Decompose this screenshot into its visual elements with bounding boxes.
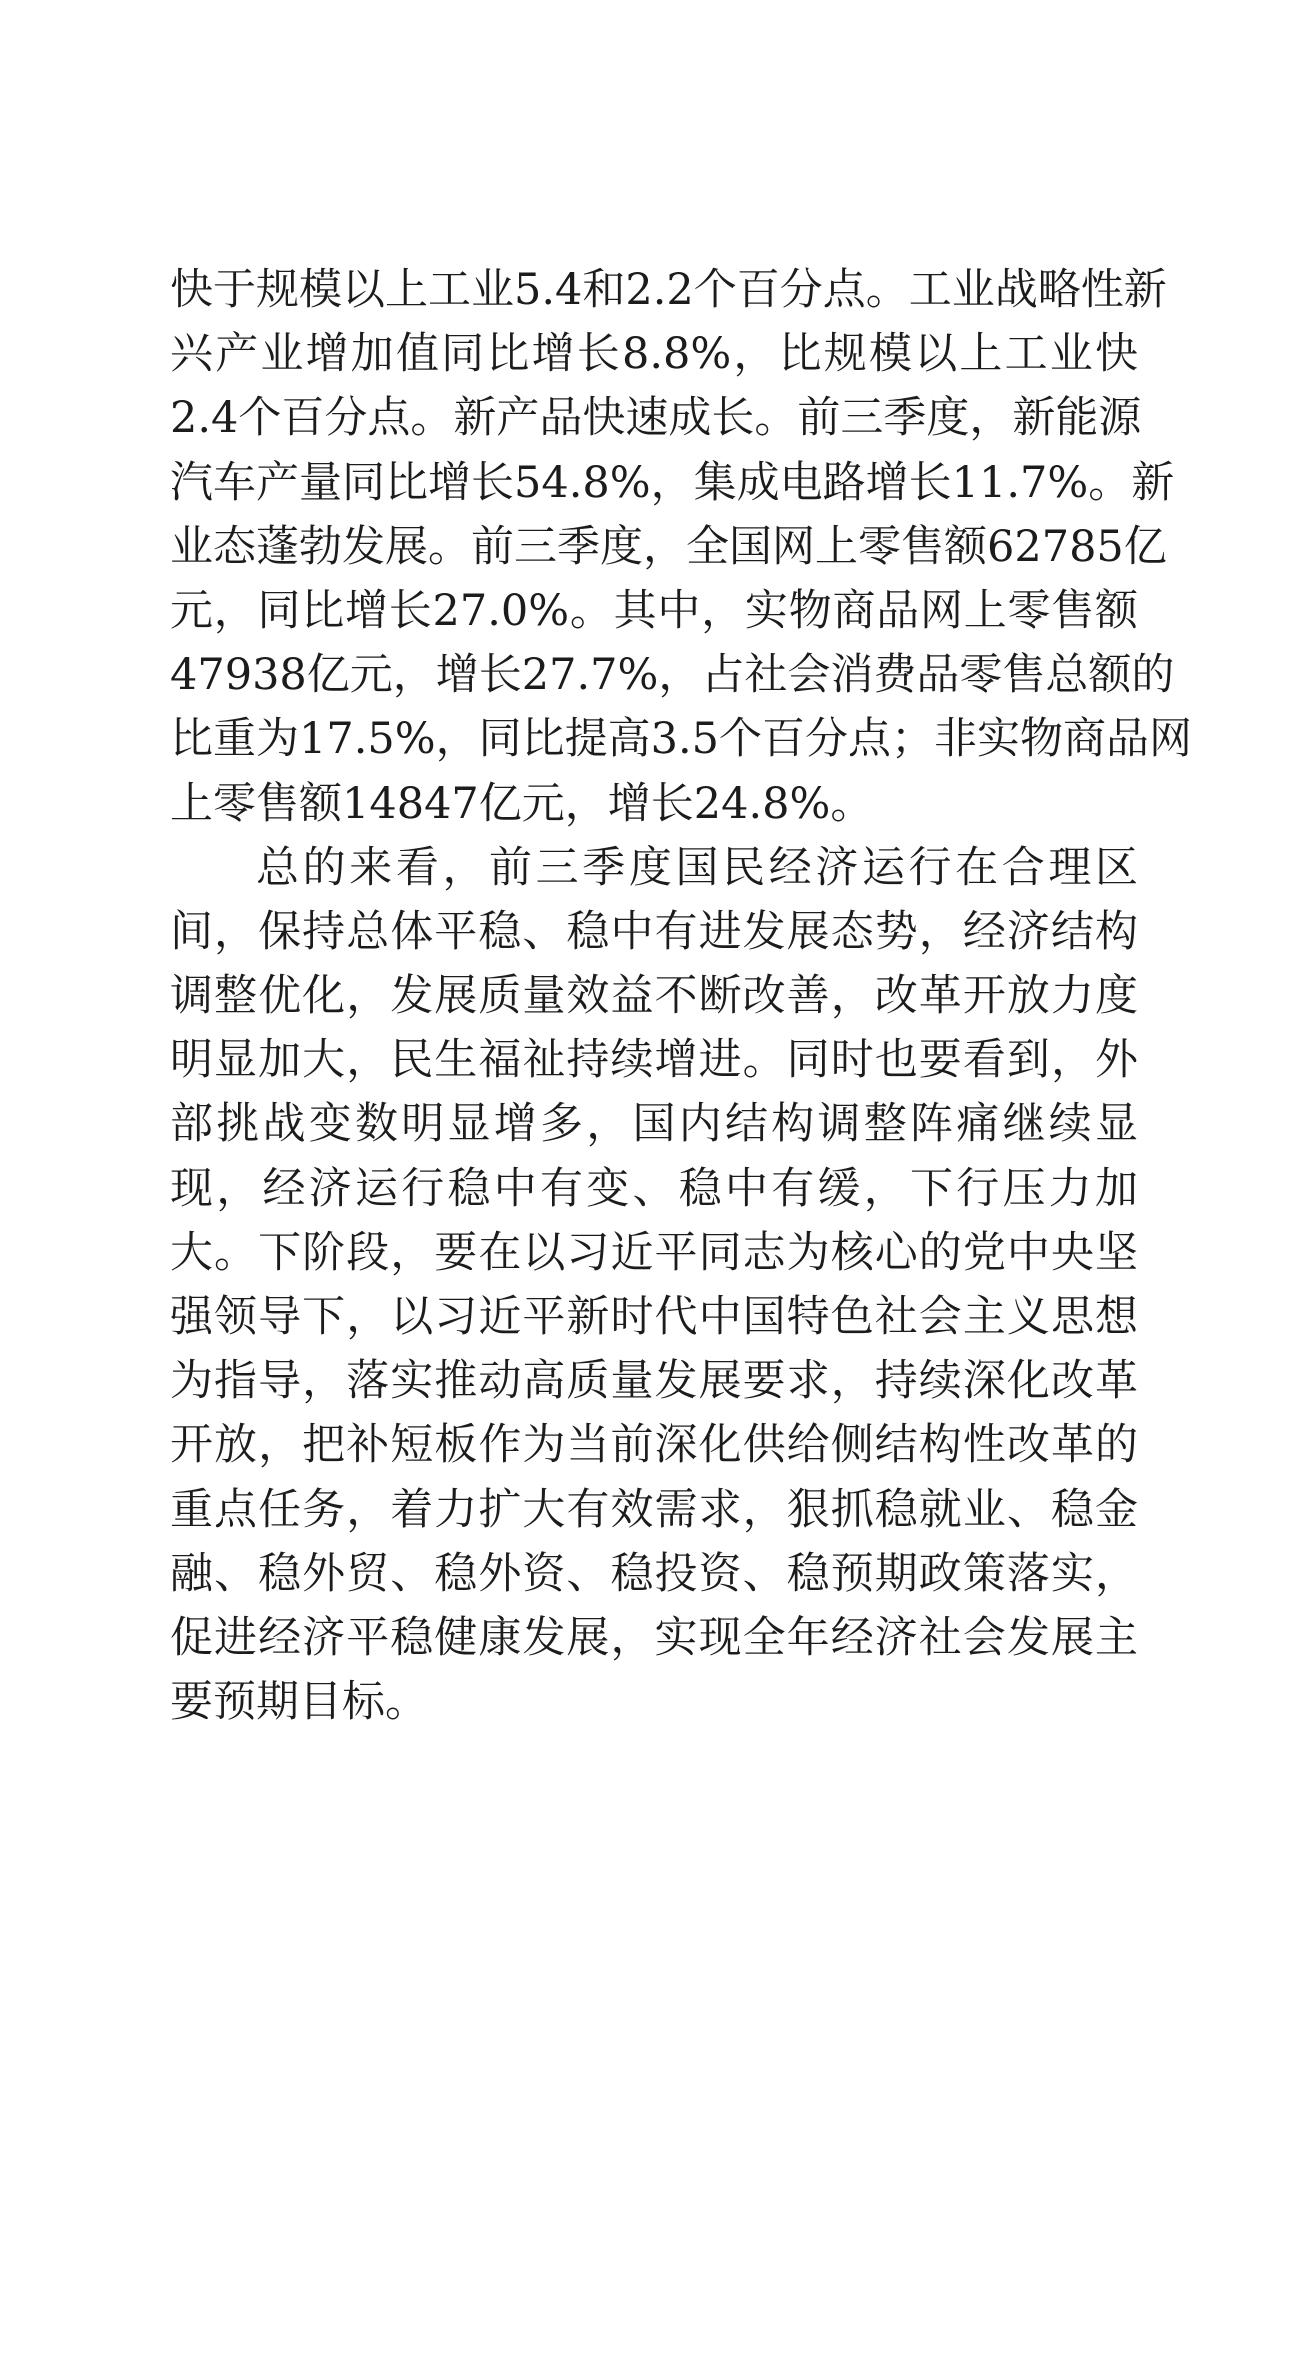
text-line: 现，经济运行稳中有变、稳中有缓，下行压力加 [170,1163,1138,1214]
text-line: 2.4个百分点。新产品快速成长。前三季度，新能源 [170,393,1142,444]
document-page [170,258,1192,1734]
text-line: 汽车产量同比增长54.8%，集成电路增长11.7%。新 [170,457,1175,508]
paragraph-1 [170,258,1192,836]
text-line: 明显加大，民生福祉持续增进。同时也要看到，外 [170,1035,1138,1086]
text-line: 开放，把补短板作为当前深化供给侧结构性改革的 [170,1420,1138,1471]
text-line: 要预期目标。 [170,1677,428,1728]
text-line: 47938亿元，增长27.7%，占社会消费品零售总额的 [170,650,1175,701]
text-line: 为指导，落实推动高质量发展要求，持续深化改革 [170,1356,1138,1407]
paragraph-2 [170,836,1138,1735]
text-line: 强领导下，以习近平新时代中国特色社会主义思想 [170,1292,1138,1342]
text-line: 融、稳外贸、稳外资、稳投资、稳预期政策落实， [170,1548,1138,1599]
text-line: 间，保持总体平稳、稳中有进发展态势，经济结构 [170,906,1138,957]
text-line: 总的来看，前三季度国民经济运行在合理区 [256,842,1138,893]
text-line: 部挑战变数明显增多，国内结构调整阵痛继续显 [170,1099,1138,1150]
text-line: 重点任务，着力扩大有效需求，狠抓稳就业、稳金 [170,1484,1138,1535]
text-line: 快于规模以上工业5.4和2.2个百分点。工业战略性新 [170,265,1167,315]
text-line: 兴产业增加值同比增长8.8%，比规模以上工业快 [170,329,1138,380]
text-line: 元，同比增长27.0%。其中，实物商品网上零售额 [170,585,1138,636]
text-line: 上零售额14847亿元，增长24.8%。 [170,778,874,829]
text-line: 大。下阶段，要在以习近平同志为核心的党中央坚 [170,1227,1138,1278]
text-line: 业态蓬勃发展。前三季度，全国网上零售额62785亿 [170,521,1167,572]
text-line: 比重为17.5%，同比提高3.5个百分点；非实物商品网 [170,714,1192,765]
text-line: 调整优化，发展质量效益不断改善，改革开放力度 [170,971,1138,1022]
text-line: 促进经济平稳健康发展，实现全年经济社会发展主 [170,1612,1138,1663]
